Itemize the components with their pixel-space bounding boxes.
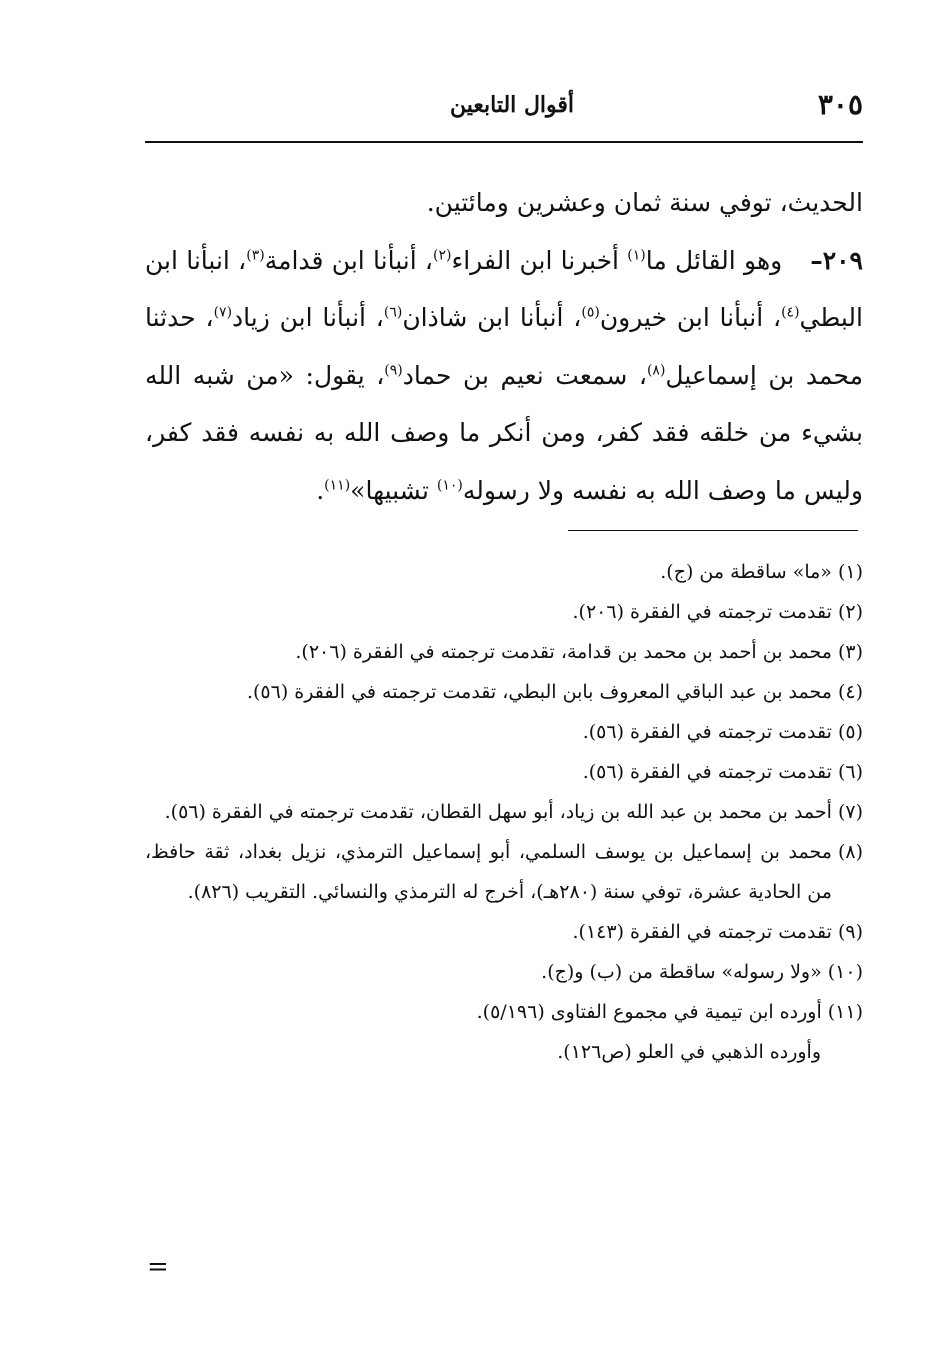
footnote-number: (٢) bbox=[837, 601, 863, 623]
footnote-text: أورده ابن تيمية في مجموع الفتاوى (٥/١٩٦). bbox=[476, 1001, 822, 1023]
footnote-text: «ولا رسوله» ساقطة من (ب) و(ج). bbox=[541, 961, 822, 983]
text-segment: ، أنبأنا ابن قدامة bbox=[264, 245, 433, 275]
footnote-number: (١) bbox=[837, 561, 863, 583]
text-segment: أخبرنا ابن الفراء bbox=[451, 245, 628, 275]
footnote bbox=[145, 792, 863, 832]
footnote bbox=[145, 912, 863, 952]
page-number: ٣٠٥ bbox=[817, 88, 863, 121]
footnote-ref: (٦) bbox=[383, 304, 403, 321]
text-segment: ، أنبأنا ابن شاذان bbox=[402, 303, 582, 332]
footnote-text: محمد بن إسماعيل بن يوسف السلمي، أبو إسماعيل الترمذي، نزيل بغداد، ثقة حافظ، من الحادية عشرة، توفي سنة (٢٨٠هـ)، أخرج له الترمذي والنسائي. التقريب (٨٢٦). bbox=[145, 841, 832, 903]
footnote bbox=[145, 992, 863, 1032]
footnote-number: (٥) bbox=[837, 721, 863, 743]
text-segment: ، حدثنا محمد بن إسماعيل bbox=[145, 303, 863, 390]
footnote-text: تقدمت ترجمته في الفقرة (٢٠٦). bbox=[572, 601, 832, 623]
footnote-number: (٣) bbox=[837, 641, 863, 663]
paragraph-number: ٢٠٩– bbox=[810, 245, 863, 275]
footnote-rule bbox=[568, 530, 858, 531]
footnote-number: (٨) bbox=[837, 841, 863, 863]
footnote-ref: (٨) bbox=[646, 362, 666, 379]
end-mark: = bbox=[147, 1252, 169, 1282]
text-segment: ، أنبأنا ابن زياد bbox=[232, 303, 384, 332]
footnote bbox=[145, 712, 863, 752]
running-title: أقوال التابعين bbox=[450, 92, 575, 118]
text-segment: تشبيها» bbox=[350, 475, 437, 505]
paragraph-209 bbox=[145, 232, 863, 520]
footnote-ref: (٥) bbox=[581, 304, 600, 321]
footnote bbox=[145, 632, 863, 672]
footnote-ref: (٢) bbox=[433, 247, 452, 264]
text-segment: ، سمعت نعيم بن حماد bbox=[402, 360, 647, 390]
footnote-ref: (١) bbox=[627, 247, 646, 264]
text-segment: ، أنبأنا ابن خيرون bbox=[599, 303, 782, 332]
footnote-ref: (٣) bbox=[246, 247, 265, 264]
text-segment: ، يقول: «من شبه الله بشيء من خلقه فقد كفر، ومن أنكر ما وصف الله به نفسه فقد كفر، وليس ما وصف الله به نفسه ولا رسوله bbox=[145, 360, 863, 505]
footnote bbox=[145, 952, 863, 992]
text-segment: ، انبأنا ابن البطي bbox=[145, 245, 863, 332]
footnote-number: (١١) bbox=[827, 1001, 863, 1023]
footnote-text: تقدمت ترجمته في الفقرة (١٤٣). bbox=[572, 921, 832, 943]
footnote bbox=[145, 592, 863, 632]
footnote-text: محمد بن عبد الباقي المعروف بابن البطي، تقدمت ترجمته في الفقرة (٥٦). bbox=[246, 681, 832, 703]
footnote bbox=[145, 752, 863, 792]
footnote-number: (٧) bbox=[837, 801, 863, 823]
header-rule bbox=[145, 141, 863, 143]
footnote-number: (٩) bbox=[837, 921, 863, 943]
footnote-text: تقدمت ترجمته في الفقرة (٥٦). bbox=[582, 721, 832, 743]
footnote bbox=[145, 672, 863, 712]
footnote-number: (١٠) bbox=[827, 961, 863, 983]
page-header bbox=[145, 86, 863, 126]
footnote-ref: (١١) bbox=[324, 477, 351, 494]
text-segment: . bbox=[316, 475, 325, 505]
footnote-number: (٤) bbox=[837, 681, 863, 703]
footnote-text: تقدمت ترجمته في الفقرة (٥٦). bbox=[582, 761, 832, 783]
text-segment: وهو القائل ما bbox=[645, 245, 783, 275]
footnote bbox=[145, 832, 863, 912]
footnote-text: أحمد بن محمد بن عبد الله بن زياد، أبو سهل القطان، تقدمت ترجمته في الفقرة (٥٦). bbox=[164, 801, 832, 823]
footnote bbox=[145, 552, 863, 592]
main-text bbox=[145, 174, 863, 519]
footnote-number: (٦) bbox=[837, 761, 863, 783]
footnote-text: محمد بن أحمد بن محمد بن قدامة، تقدمت ترجمته في الفقرة (٢٠٦). bbox=[295, 641, 832, 663]
footnote-ref: (٩) bbox=[384, 362, 403, 379]
footnotes bbox=[145, 552, 863, 1072]
footnote-continuation: وأورده الذهبي في العلو (ص١٢٦). bbox=[557, 1041, 821, 1063]
footnote-ref: (٤) bbox=[781, 304, 800, 321]
footnote-ref: (٧) bbox=[213, 304, 233, 321]
footnote-text: «ما» ساقطة من (ج). bbox=[660, 561, 832, 583]
footnote-ref: (١٠) bbox=[436, 477, 463, 494]
opening-line: الحديث، توفي سنة ثمان وعشرين ومائتين. bbox=[426, 188, 863, 217]
